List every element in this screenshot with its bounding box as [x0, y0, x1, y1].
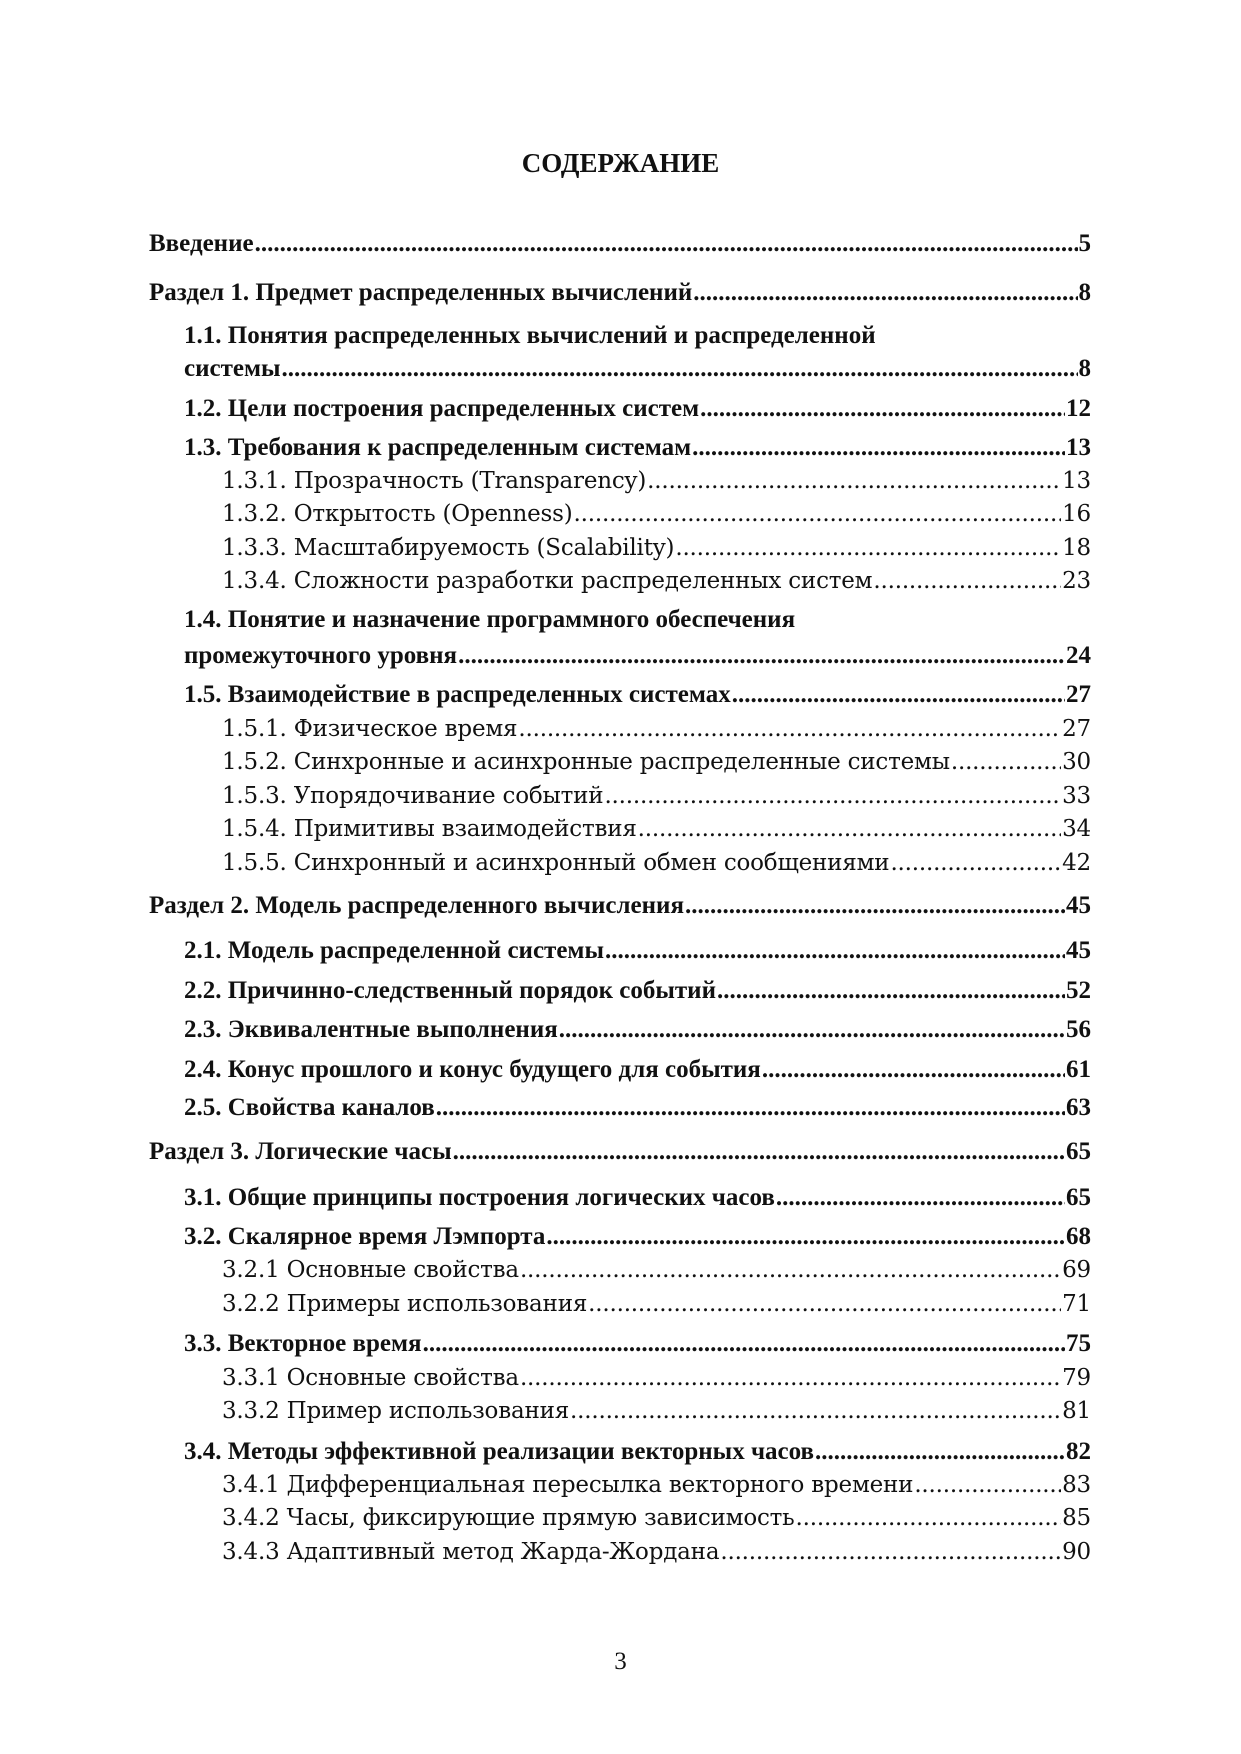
toc-entry-2-5[interactable] [184, 1094, 1091, 1122]
toc-entry-1-5-1[interactable] [222, 716, 1091, 742]
dot-leader [720, 1539, 1061, 1565]
toc-entry-1-5-3[interactable] [222, 783, 1091, 809]
dot-leader [520, 1257, 1061, 1283]
toc-entry-label: 1.2. Цели построения распределенных систем [184, 395, 700, 422]
dot-leader [890, 850, 1061, 876]
toc-entry-page: 30 [1062, 749, 1091, 775]
dot-leader [717, 977, 1065, 1005]
toc-entry-page: 23 [1062, 568, 1091, 594]
dot-leader [914, 1472, 1061, 1498]
toc-entry-label: 3.2. Скалярное время Лэмпорта [184, 1223, 546, 1250]
toc-entry-label: 3.3.2 Пример использования [222, 1398, 570, 1424]
dot-leader [436, 1094, 1065, 1122]
dot-leader [605, 937, 1065, 965]
toc-entry-1-3-3[interactable] [222, 535, 1091, 561]
toc-entry-page: 82 [1066, 1438, 1091, 1465]
toc-entry-1-2[interactable] [184, 395, 1091, 423]
toc-entry-label: Введение [149, 230, 254, 257]
dot-leader [762, 1056, 1065, 1084]
toc-entry-label: промежуточного уровня [184, 642, 458, 669]
toc-entry-page: 16 [1062, 501, 1091, 527]
toc-entry-page: 27 [1066, 681, 1091, 708]
toc-entry-chapter-1[interactable] [149, 279, 1091, 307]
dot-leader [570, 1398, 1061, 1424]
toc-entry-label: 2.3. Эквивалентные выполнения [184, 1016, 558, 1043]
toc-entry-label: 3.3.1 Основные свойства [222, 1365, 519, 1391]
toc-entry-1-4-first-line[interactable]: 1.4. Понятие и назначение программного обеспечения [184, 606, 796, 633]
toc-entry-label: 1.3.1. Прозрачность (Transparency) [222, 468, 647, 494]
dot-leader [520, 1365, 1061, 1391]
toc-entry-2-4[interactable] [184, 1056, 1091, 1084]
toc-entry-page: 13 [1066, 434, 1091, 461]
dot-leader [685, 892, 1065, 920]
toc-entry-1-3-2[interactable] [222, 501, 1091, 527]
dot-leader [700, 395, 1065, 423]
page-title: СОДЕРЖАНИЕ [521, 148, 720, 178]
toc-entry-page: 65 [1066, 1138, 1091, 1165]
toc-entry-3-4-3[interactable] [222, 1539, 1091, 1565]
toc-entry-page: 61 [1066, 1056, 1091, 1083]
page-number: 3 [614, 1648, 627, 1675]
toc-entry-page: 71 [1062, 1291, 1091, 1317]
toc-entry-page: 83 [1062, 1472, 1091, 1498]
toc-entry-1-3[interactable] [184, 434, 1091, 462]
toc-entry-label: 2.2. Причинно-следственный порядок событий [184, 977, 716, 1004]
dot-leader [951, 749, 1061, 775]
toc-entry-label: Раздел 2. Модель распределенного вычисления [149, 892, 684, 919]
toc-entry-label: 2.4. Конус прошлого и конус будущего для события [184, 1056, 761, 1083]
toc-entry-label: 2.5. Свойства каналов [184, 1094, 435, 1121]
toc-entry-label: 3.4.2 Часы, фиксирующие прямую зависимость [222, 1505, 795, 1531]
toc-entry-page: 63 [1066, 1094, 1091, 1121]
toc-entry-label: 1.3. Требования к распределенным системам [184, 434, 692, 461]
toc-entry-1-1[interactable] [184, 355, 1091, 383]
toc-entry-page: 24 [1066, 642, 1091, 669]
toc-entry-label: 1.3.4. Сложности разработки распределенных систем [222, 568, 873, 594]
toc-entry-page: 79 [1062, 1365, 1091, 1391]
toc-entry-page: 85 [1062, 1505, 1091, 1531]
toc-entry-page: 81 [1062, 1398, 1091, 1424]
dot-leader [604, 783, 1061, 809]
dot-leader [796, 1505, 1062, 1531]
dot-leader [423, 1330, 1065, 1358]
toc-entry-page: 8 [1078, 355, 1091, 382]
toc-entry-3-2-2[interactable] [222, 1291, 1091, 1317]
toc-entry-label: 2.1. Модель распределенной системы [184, 937, 604, 964]
toc-entry-3-3[interactable] [184, 1330, 1091, 1358]
dot-leader [776, 1184, 1065, 1212]
dot-leader [692, 434, 1065, 462]
toc-entry-2-3[interactable] [184, 1016, 1091, 1044]
toc-entry-label: 3.4. Методы эффективной реализации векторных часов [184, 1438, 815, 1465]
toc-entry-label: 1.5.1. Физическое время [222, 716, 518, 742]
toc-entry-chapter-3[interactable] [149, 1138, 1091, 1166]
toc-entry-1-1-first-line[interactable]: 1.1. Понятия распределенных вычислений и распределенной [184, 322, 876, 349]
toc-entry-label: 1.5.4. Примитивы взаимодействия [222, 816, 637, 842]
dot-leader [518, 716, 1061, 742]
toc-entry-label: 3.2.1 Основные свойства [222, 1257, 519, 1283]
toc-entry-label: 1.5. Взаимодействие в распределенных системах [184, 681, 731, 708]
toc-entry-label: 3.4.1 Дифференциальная пересылка векторного времени [222, 1472, 914, 1498]
toc-entry-page: 56 [1066, 1016, 1091, 1043]
toc-entry-page: 13 [1062, 468, 1091, 494]
dot-leader [732, 681, 1065, 709]
toc-entry-2-2[interactable] [184, 977, 1091, 1005]
toc-entry-3-2[interactable] [184, 1223, 1091, 1251]
toc-entry-3-3-1[interactable] [222, 1365, 1091, 1391]
toc-entry-page: 42 [1062, 850, 1091, 876]
dot-leader [647, 468, 1061, 494]
dot-leader [458, 642, 1065, 670]
toc-entry-1-3-1[interactable] [222, 468, 1091, 494]
toc-entry-label: 3.2.2 Примеры использования [222, 1291, 588, 1317]
toc-entry-label: 1.5.5. Синхронный и асинхронный обмен сообщениями [222, 850, 890, 876]
dot-leader [693, 279, 1077, 307]
toc-entry-page: 12 [1066, 395, 1091, 422]
toc-entry-1-5-2[interactable] [222, 749, 1091, 775]
toc-entry-1-4[interactable] [184, 642, 1091, 670]
toc-entry-page: 65 [1066, 1184, 1091, 1211]
toc-entry-label: Раздел 3. Логические часы [149, 1138, 452, 1165]
dot-leader [638, 816, 1061, 842]
toc-entry-3-2-1[interactable] [222, 1257, 1091, 1283]
toc-entry-page: 5 [1078, 230, 1091, 257]
dot-leader [675, 535, 1061, 561]
dot-leader [255, 230, 1078, 258]
toc-entry-3-4-2[interactable] [222, 1505, 1091, 1531]
toc-entry-2-1[interactable] [184, 937, 1091, 965]
toc-entry-label: 1.5.2. Синхронные и асинхронные распределенные системы [222, 749, 950, 775]
toc-entry-1-3-4[interactable] [222, 568, 1091, 594]
dot-leader [588, 1291, 1061, 1317]
toc-entry-3-4[interactable] [184, 1438, 1091, 1466]
toc-entry-page: 45 [1066, 937, 1091, 964]
toc-entry-label: 3.3. Векторное время [184, 1330, 422, 1357]
dot-leader [282, 355, 1078, 383]
dot-leader [815, 1438, 1065, 1466]
toc-entry-label: 1.5.3. Упорядочивание событий [222, 783, 604, 809]
toc-entry-label: 1.3.2. Открытость (Openness) [222, 501, 573, 527]
toc-entry-chapter-2[interactable] [149, 892, 1091, 920]
dot-leader [574, 501, 1062, 527]
dot-leader [546, 1223, 1065, 1251]
toc-entry-1-5-5[interactable] [222, 850, 1091, 876]
toc-entry-page: 27 [1062, 716, 1091, 742]
toc-entry-3-4-1[interactable] [222, 1472, 1091, 1498]
toc-entry-page: 8 [1078, 279, 1091, 306]
toc-entry-label: 3.4.3 Адаптивный метод Жарда-Жордана [222, 1539, 720, 1565]
dot-leader [873, 568, 1061, 594]
toc-entry-introduction[interactable] [149, 230, 1091, 258]
toc-entry-page: 18 [1062, 535, 1091, 561]
dot-leader [559, 1016, 1065, 1044]
toc-entry-label: Раздел 1. Предмет распределенных вычислений [149, 279, 693, 306]
toc-entry-page: 75 [1066, 1330, 1091, 1357]
toc-entry-page: 33 [1062, 783, 1091, 809]
toc-entry-3-3-2[interactable] [222, 1398, 1091, 1424]
toc-entry-page: 69 [1062, 1257, 1091, 1283]
toc-entry-page: 45 [1066, 892, 1091, 919]
toc-entry-1-5-4[interactable] [222, 816, 1091, 842]
toc-entry-page: 68 [1066, 1223, 1091, 1250]
toc-entry-label: 1.3.3. Масштабируемость (Scalability) [222, 535, 675, 561]
toc-entry-page: 52 [1066, 977, 1091, 1004]
toc-entry-1-5[interactable] [184, 681, 1091, 709]
toc-entry-label: системы [184, 355, 281, 382]
toc-entry-3-1[interactable] [184, 1184, 1091, 1212]
toc-entry-page: 34 [1062, 816, 1091, 842]
toc-entry-label: 3.1. Общие принципы построения логических часов [184, 1184, 775, 1211]
toc-entry-page: 90 [1062, 1539, 1091, 1565]
dot-leader [453, 1138, 1065, 1166]
